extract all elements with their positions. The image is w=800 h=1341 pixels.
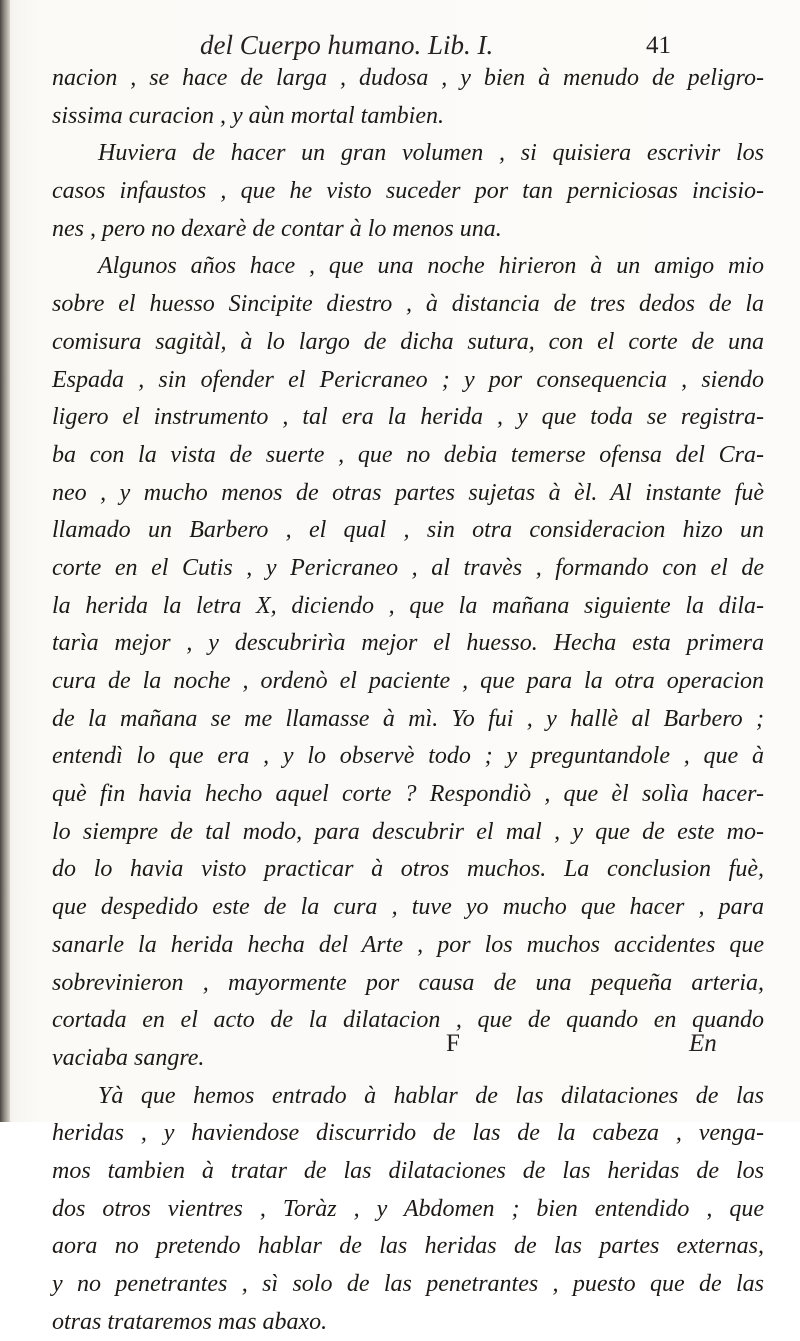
text-line: aora no pretendo hablar de las heridas de las partes externas, — [52, 1233, 764, 1260]
text-line: mos tambien à tratar de las dilataciones de las heridas de los — [52, 1157, 764, 1184]
catchword: En — [689, 1030, 717, 1057]
text-line: que despedido este de la cura , tuve yo mucho que hacer , para — [52, 894, 764, 921]
text-line: nes , pero no dexarè de contar à lo menos una. — [52, 215, 502, 242]
text-line: Espada , sin ofender el Pericraneo ; y por consequencia , siendo — [52, 366, 764, 393]
text-line: sobrevinieron , mayormente por causa de una pequeña arteria, — [52, 969, 764, 996]
text-line: y no penetrantes , sì solo de las penetrantes , puesto que de las — [52, 1271, 764, 1297]
text-line: cortada en el acto de la dilatacion , que de quando en quando — [52, 1007, 764, 1034]
text-line: casos infaustos , que he visto suceder por tan perniciosas incisio- — [52, 178, 764, 205]
text-line: comisura sagitàl, à lo largo de dicha sutura, con el corte de una — [52, 328, 764, 355]
text-line: neo , y mucho menos de otras partes sujetas à èl. Al instante fuè — [52, 479, 764, 506]
text-line: vaciaba sangre. — [52, 1044, 205, 1071]
text-line: lo siempre de tal modo, para descubrir el mal , y que de este mo- — [52, 818, 764, 845]
text-line: què fin havia hecho aquel corte ? Respondiò , que èl solìa hacer- — [52, 781, 764, 808]
text-line: heridas , y haviendose discurrido de las de la cabeza , venga- — [52, 1120, 764, 1147]
page-footer — [0, 1030, 800, 1070]
page-number: 41 — [646, 32, 671, 59]
page-gutter-shadow — [0, 0, 10, 1122]
text-line: otras trataremos mas abaxo. — [52, 1308, 328, 1335]
text-line: sobre el huesso Sincipite diestro , à distancia de tres dedos de la — [52, 291, 764, 318]
text-line: de la mañana se me llamasse à mì. Yo fui , y hallè al Barbero ; — [52, 705, 764, 732]
text-line: cura de la noche , ordenò el paciente , que para la otra operacion — [52, 668, 764, 694]
text-line: dos otros vientres , Toràz , y Abdomen ; bien entendido , que — [52, 1195, 764, 1222]
running-head — [0, 28, 800, 64]
text-line: llamado un Barbero , el qual , sin otra consideracion hizo un — [52, 517, 764, 544]
text-line: corte en el Cutis , y Pericraneo , al travès , formando con el de — [52, 554, 764, 581]
signature-mark: F — [446, 1030, 460, 1057]
text-line: Huviera de hacer un gran volumen , si quisiera escrivir los — [98, 140, 764, 167]
text-line: do lo havia visto practicar à otros muchos. La conclusion fuè, — [52, 856, 764, 883]
running-title: del Cuerpo humano. Lib. I. — [200, 30, 494, 60]
text-line: tarìa mejor , y descubrirìa mejor el huesso. Hecha esta primera — [52, 630, 764, 657]
text-line: Yà que hemos entrado à hablar de las dilataciones de las — [98, 1082, 764, 1109]
text-line: nacion , se hace de larga , dudosa , y bien à menudo de peligro- — [52, 65, 764, 91]
text-line: sanarle la herida hecha del Arte , por los muchos accidentes que — [52, 931, 764, 958]
text-line: sissima curacion , y aùn mortal tambien. — [52, 102, 444, 129]
text-line: entendì lo que era , y lo observè todo ; y preguntandole , que à — [52, 743, 764, 770]
text-line: la herida la letra X, diciendo , que la mañana siguiente la dila- — [52, 592, 764, 619]
body-text — [52, 60, 764, 1341]
text-line: ligero el instrumento , tal era la herida , y que toda se registra- — [52, 404, 764, 431]
text-line: Algunos años hace , que una noche hirieron à un amigo mio — [98, 253, 764, 280]
text-line: ba con la vista de suerte , que no debia temerse ofensa del Cra- — [52, 441, 764, 468]
